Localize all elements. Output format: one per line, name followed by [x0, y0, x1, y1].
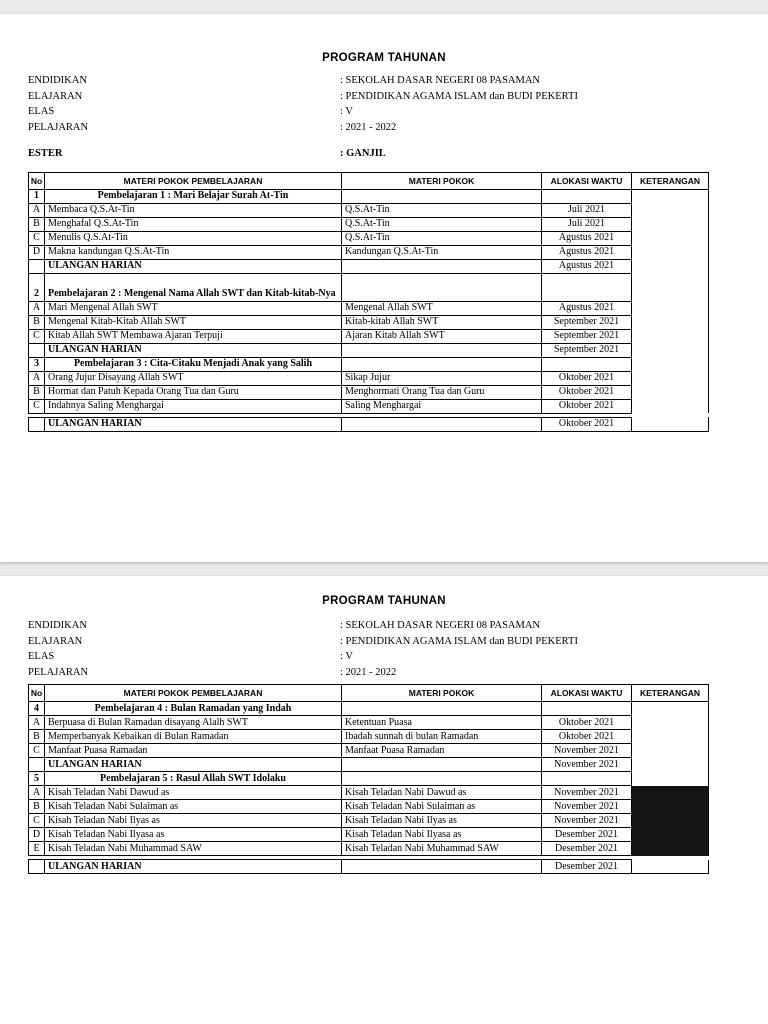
table-row: [29, 842, 709, 856]
section-title-cell: Pembelajaran 4 : Bulan Ramadan yang Indah: [45, 702, 342, 716]
keterangan-cell: [632, 417, 709, 431]
materi-pokok-cell: [342, 758, 542, 772]
keterangan-cell: [632, 217, 709, 231]
keterangan-cell: [632, 245, 709, 259]
id-label: PELAJARAN: [28, 121, 89, 133]
keterangan-cell: [632, 385, 709, 399]
ulangan-harian-cell: ULANGAN HARIAN: [45, 417, 342, 431]
materi-pokok-cell: Ketentuan Puasa: [342, 716, 542, 730]
page-title: PROGRAM TAHUNAN: [322, 52, 446, 64]
materi-pembelajaran-cell: Kisah Teladan Nabi Muhammad SAW: [45, 842, 342, 856]
id-row-sekolah: [28, 618, 740, 634]
materi-pokok-cell: Kisah Teladan Nabi Muhammad SAW: [342, 842, 542, 856]
ulangan-harian-cell: ULANGAN HARIAN: [45, 259, 342, 273]
id-value: : PENDIDIKAN AGAMA ISLAM dan BUDI PEKERTI: [340, 635, 578, 647]
table-header-row: [29, 172, 709, 189]
table-row: [29, 315, 709, 329]
id-label: ENDIDIKAN: [28, 620, 87, 631]
keterangan-cell: [632, 730, 709, 744]
program-table-semester-1: [28, 172, 709, 432]
materi-pembelajaran-cell: Kisah Teladan Nabi Ilyas as: [45, 814, 342, 828]
keterangan-cell: [632, 716, 709, 730]
alokasi-waktu-cell: Oktober 2021: [542, 730, 632, 744]
document-page-1: [0, 14, 768, 562]
row-number-cell: [29, 758, 45, 772]
alokasi-waktu-cell: November 2021: [542, 786, 632, 800]
materi-pokok-cell: [342, 273, 542, 301]
keterangan-cell: [632, 301, 709, 315]
table-row: [29, 800, 709, 814]
table-row: [29, 217, 709, 231]
section-title-cell: Pembelajaran 1 : Mari Belajar Surah At-Tin: [45, 189, 342, 203]
alokasi-waktu-cell: [542, 702, 632, 716]
alokasi-waktu-cell: Juli 2021: [542, 217, 632, 231]
id-label: ELAJARAN: [28, 635, 83, 647]
row-number-cell: C: [29, 399, 45, 413]
keterangan-cell: [632, 828, 709, 842]
keterangan-cell: [632, 259, 709, 273]
id-label: ELAS: [28, 651, 55, 662]
alokasi-waktu-cell: [542, 357, 632, 371]
alokasi-waktu-cell: Oktober 2021: [542, 417, 632, 431]
keterangan-cell: [632, 273, 709, 301]
alokasi-waktu-cell: Agustus 2021: [542, 301, 632, 315]
column-header-alokasi-waktu: ALOKASI WAKTU: [542, 172, 632, 189]
alokasi-waktu-cell: Desember 2021: [542, 860, 632, 874]
row-number-cell: B: [29, 730, 45, 744]
table-row: [29, 399, 709, 413]
section-title-cell: Pembelajaran 5 : Rasul Allah SWT Idolaku: [45, 772, 342, 786]
row-number-cell: E: [29, 842, 45, 856]
table-row: [29, 231, 709, 245]
id-row-mata-pelajaran: [28, 89, 740, 105]
id-row-tahun-pelajaran: [28, 665, 740, 681]
table-row: [29, 203, 709, 217]
materi-pembelajaran-cell: Mengenal Kitab-Kitab Allah SWT: [45, 315, 342, 329]
row-number-cell: [29, 259, 45, 273]
materi-pokok-cell: Ibadah sunnah di bulan Ramadan: [342, 730, 542, 744]
table-row: [29, 814, 709, 828]
row-number-cell: 1: [29, 189, 45, 203]
row-number-cell: A: [29, 371, 45, 385]
row-number-cell: B: [29, 315, 45, 329]
materi-pokok-cell: [342, 259, 542, 273]
alokasi-waktu-cell: Oktober 2021: [542, 399, 632, 413]
materi-pembelajaran-cell: Memperbanyak Kebaikan di Bulan Ramadan: [45, 730, 342, 744]
row-number-cell: C: [29, 744, 45, 758]
id-value: : 2021 - 2022: [340, 121, 397, 133]
table-row: [29, 385, 709, 399]
id-row-semester: [28, 146, 740, 162]
id-value: : 2021 - 2022: [340, 666, 397, 678]
alokasi-waktu-cell: Desember 2021: [542, 828, 632, 842]
table-row: [29, 329, 709, 343]
keterangan-cell: [632, 786, 709, 800]
section-title-cell: Pembelajaran 2 : Mengenal Nama Allah SWT dan Kitab-kitab-Nya: [45, 273, 342, 301]
keterangan-cell: [632, 744, 709, 758]
id-row-mata-pelajaran: [28, 634, 740, 650]
keterangan-cell: [632, 371, 709, 385]
materi-pokok-cell: Ajaran Kitab Allah SWT: [342, 329, 542, 343]
table-row: [29, 744, 709, 758]
row-number-cell: 3: [29, 357, 45, 371]
id-label: ENDIDIKAN: [28, 75, 87, 86]
column-header-no: No: [29, 172, 45, 189]
id-value: : GANJIL: [340, 148, 386, 159]
table-row: [29, 245, 709, 259]
keterangan-cell: [632, 231, 709, 245]
ulangan-harian-cell: ULANGAN HARIAN: [45, 758, 342, 772]
keterangan-cell: [632, 702, 709, 716]
materi-pokok-cell: Q.S.At-Tin: [342, 203, 542, 217]
materi-pokok-cell: Q.S.At-Tin: [342, 231, 542, 245]
materi-pembelajaran-cell: Manfaat Puasa Ramadan: [45, 744, 342, 758]
id-label: ELAJARAN: [28, 90, 83, 102]
keterangan-cell: [632, 814, 709, 828]
materi-pokok-cell: Kisah Teladan Nabi Dawud as: [342, 786, 542, 800]
column-header-alokasi-waktu: ALOKASI WAKTU: [542, 685, 632, 702]
alokasi-waktu-cell: [542, 772, 632, 786]
page-title: PROGRAM TAHUNAN: [322, 595, 446, 607]
section-title-cell: Pembelajaran 3 : Cita-Citaku Menjadi Anak yang Salih: [45, 357, 342, 371]
row-number-cell: A: [29, 203, 45, 217]
row-number-cell: 2: [29, 273, 45, 301]
materi-pembelajaran-cell: Kitab Allah SWT Membawa Ajaran Terpuji: [45, 329, 342, 343]
id-row-kelas: [28, 104, 740, 120]
row-number-cell: D: [29, 828, 45, 842]
table-row: [29, 343, 709, 357]
id-label: PELAJARAN: [28, 666, 89, 678]
keterangan-cell: [632, 772, 709, 786]
row-number-cell: [29, 417, 45, 431]
alokasi-waktu-cell: September 2021: [542, 343, 632, 357]
id-label: ELAS: [28, 106, 55, 117]
alokasi-waktu-cell: Desember 2021: [542, 842, 632, 856]
table-row: [29, 259, 709, 273]
column-header-keterangan: KETERANGAN: [632, 685, 709, 702]
materi-pokok-cell: [342, 357, 542, 371]
row-number-cell: A: [29, 716, 45, 730]
keterangan-cell: [632, 343, 709, 357]
materi-pokok-cell: Kisah Teladan Nabi Ilyasa as: [342, 828, 542, 842]
alokasi-waktu-cell: Oktober 2021: [542, 371, 632, 385]
identity-block: [28, 73, 740, 162]
ulangan-harian-cell: ULANGAN HARIAN: [45, 860, 342, 874]
keterangan-cell: [632, 189, 709, 203]
column-header-materi-pokok-pembelajaran: MATERI POKOK PEMBELAJARAN: [45, 172, 342, 189]
id-value: : SEKOLAH DASAR NEGERI 08 PASAMAN: [340, 75, 541, 86]
materi-pembelajaran-cell: Makna kandungan Q.S.At-Tin: [45, 245, 342, 259]
materi-pokok-cell: [342, 772, 542, 786]
table-row: [29, 702, 709, 716]
table-row: [29, 772, 709, 786]
materi-pokok-cell: [342, 343, 542, 357]
table-row: [29, 860, 709, 874]
alokasi-waktu-cell: [542, 273, 632, 301]
keterangan-cell: [632, 399, 709, 413]
row-number-cell: B: [29, 217, 45, 231]
program-table-semester-1-continued: [28, 684, 709, 874]
alokasi-waktu-cell: November 2021: [542, 800, 632, 814]
materi-pembelajaran-cell: Berpuasa di Bulan Ramadan disayang Alalh SWT: [45, 716, 342, 730]
table-row: [29, 786, 709, 800]
row-number-cell: A: [29, 301, 45, 315]
document-page-2: [0, 576, 768, 1024]
keterangan-cell: [632, 329, 709, 343]
table-row: [29, 716, 709, 730]
materi-pembelajaran-cell: Membaca Q.S.At-Tin: [45, 203, 342, 217]
alokasi-waktu-cell: Oktober 2021: [542, 385, 632, 399]
keterangan-cell: [632, 315, 709, 329]
materi-pembelajaran-cell: Mari Mengenal Allah SWT: [45, 301, 342, 315]
table-row: [29, 273, 709, 301]
materi-pokok-cell: Kisah Teladan Nabi Ilyas as: [342, 814, 542, 828]
ulangan-harian-cell: ULANGAN HARIAN: [45, 343, 342, 357]
materi-pembelajaran-cell: Menghafal Q.S.At-Tin: [45, 217, 342, 231]
alokasi-waktu-cell: September 2021: [542, 315, 632, 329]
row-number-cell: D: [29, 245, 45, 259]
keterangan-cell: [632, 203, 709, 217]
materi-pokok-cell: [342, 189, 542, 203]
table-row: [29, 301, 709, 315]
row-number-cell: 5: [29, 772, 45, 786]
id-row-kelas: [28, 649, 740, 665]
materi-pembelajaran-cell: Indahnya Saling Menghargai: [45, 399, 342, 413]
materi-pokok-cell: Manfaat Puasa Ramadan: [342, 744, 542, 758]
id-value: : V: [340, 651, 353, 662]
table-row: [29, 357, 709, 371]
row-number-cell: A: [29, 786, 45, 800]
materi-pembelajaran-cell: Hormat dan Patuh Kepada Orang Tua dan Guru: [45, 385, 342, 399]
id-value: : PENDIDIKAN AGAMA ISLAM dan BUDI PEKERTI: [340, 90, 578, 102]
table-row: [29, 371, 709, 385]
alokasi-waktu-cell: Agustus 2021: [542, 259, 632, 273]
materi-pembelajaran-cell: Kisah Teladan Nabi Dawud as: [45, 786, 342, 800]
materi-pokok-cell: Kandungan Q.S.At-Tin: [342, 245, 542, 259]
materi-pembelajaran-cell: Kisah Teladan Nabi Ilyasa as: [45, 828, 342, 842]
identity-block: [28, 618, 740, 680]
keterangan-cell: [632, 800, 709, 814]
row-number-cell: B: [29, 800, 45, 814]
materi-pokok-cell: Q.S.At-Tin: [342, 217, 542, 231]
column-header-no: No: [29, 685, 45, 702]
keterangan-cell: [632, 842, 709, 856]
materi-pokok-cell: Kitab-kitab Allah SWT: [342, 315, 542, 329]
materi-pembelajaran-cell: Menulis Q.S.At-Tin: [45, 231, 342, 245]
column-header-materi-pokok-pembelajaran: MATERI POKOK PEMBELAJARAN: [45, 685, 342, 702]
row-number-cell: C: [29, 329, 45, 343]
table-row: [29, 730, 709, 744]
materi-pokok-cell: Kisah Teladan Nabi Sulaiman as: [342, 800, 542, 814]
id-row-sekolah: [28, 73, 740, 89]
materi-pokok-cell: Sikap Jujur: [342, 371, 542, 385]
materi-pokok-cell: [342, 860, 542, 874]
id-row-tahun-pelajaran: [28, 120, 740, 136]
row-number-cell: C: [29, 231, 45, 245]
table-row: [29, 417, 709, 431]
column-header-keterangan: KETERANGAN: [632, 172, 709, 189]
keterangan-cell: [632, 357, 709, 371]
row-number-cell: 4: [29, 702, 45, 716]
id-value: : SEKOLAH DASAR NEGERI 08 PASAMAN: [340, 620, 541, 631]
column-header-materi-pokok: MATERI POKOK: [342, 685, 542, 702]
materi-pembelajaran-cell: Orang Jujur Disayang Allah SWT: [45, 371, 342, 385]
materi-pembelajaran-cell: Kisah Teladan Nabi Sulaiman as: [45, 800, 342, 814]
keterangan-cell: [632, 758, 709, 772]
row-number-cell: C: [29, 814, 45, 828]
materi-pokok-cell: Saling Menghargai: [342, 399, 542, 413]
page-gap: [0, 562, 768, 576]
keterangan-cell: [632, 860, 709, 874]
id-value: : V: [340, 106, 353, 117]
table-row: [29, 828, 709, 842]
row-number-cell: [29, 860, 45, 874]
materi-pokok-cell: [342, 702, 542, 716]
alokasi-waktu-cell: Oktober 2021: [542, 716, 632, 730]
column-header-materi-pokok: MATERI POKOK: [342, 172, 542, 189]
alokasi-waktu-cell: Juli 2021: [542, 203, 632, 217]
table-row: [29, 189, 709, 203]
alokasi-waktu-cell: November 2021: [542, 744, 632, 758]
row-number-cell: B: [29, 385, 45, 399]
alokasi-waktu-cell: November 2021: [542, 758, 632, 772]
materi-pokok-cell: Mengenal Allah SWT: [342, 301, 542, 315]
materi-pokok-cell: Menghormati Orang Tua dan Guru: [342, 385, 542, 399]
row-number-cell: [29, 343, 45, 357]
materi-pokok-cell: [342, 417, 542, 431]
alokasi-waktu-cell: Agustus 2021: [542, 231, 632, 245]
alokasi-waktu-cell: [542, 189, 632, 203]
alokasi-waktu-cell: September 2021: [542, 329, 632, 343]
table-header-row: [29, 685, 709, 702]
id-label: ESTER: [28, 148, 63, 159]
alokasi-waktu-cell: Agustus 2021: [542, 245, 632, 259]
alokasi-waktu-cell: November 2021: [542, 814, 632, 828]
table-row: [29, 758, 709, 772]
